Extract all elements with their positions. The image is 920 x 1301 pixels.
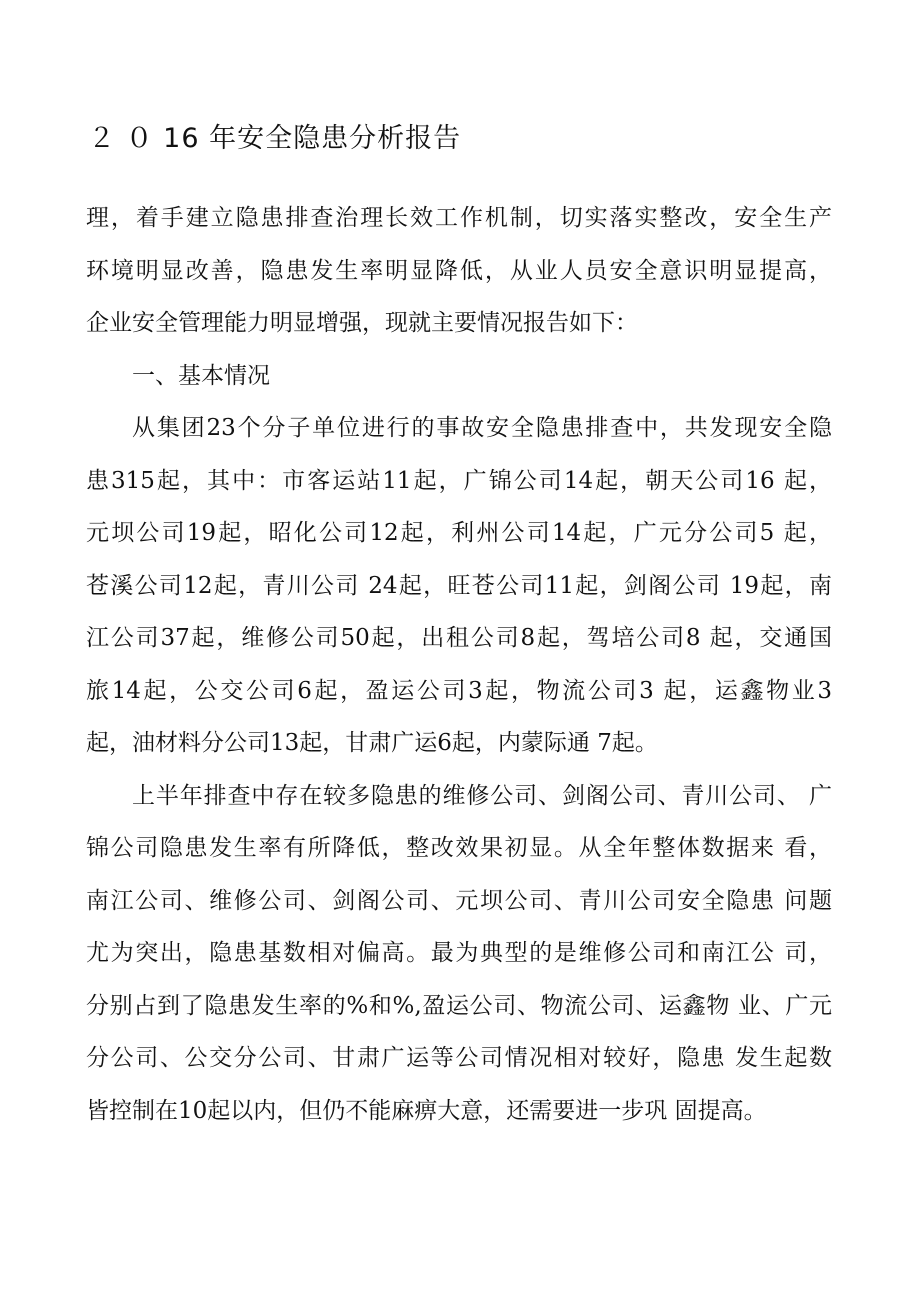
body-line: 从集团23个分子单位进行的事故安全隐患排查中，共发现安全隐 [132,415,832,441]
document-title: ２ ０ 16 年安全隐患分析报告 [88,123,462,154]
body-line: 锦公司隐患发生率有所降低，整改效果初显。从全年整体数据来 看， [86,835,832,861]
body-line: 江公司37起，维修公司50起，出租公司8起，驾培公司8 起，交通国 [86,625,832,651]
body-line: 旅14起，公交公司6起，盈运公司3起，物流公司3 起，运鑫物业3 [86,677,832,704]
body-line: 上半年排查中存在较多隐患的维修公司、剑阁公司、青川公司、 广 [132,782,832,809]
body-line: 皆控制在10起以内，但仍不能麻痹大意，还需要进一步巩 固提高。 [86,1097,767,1124]
body-line: 苍溪公司12起，青川公司 24起，旺苍公司11起，剑阁公司 19起，南 [86,572,832,599]
body-line: 元坝公司19起，昭化公司12起，利州公司14起，广元分公司5 起， [86,520,832,546]
body-line: 分公司、公交分公司、甘肃广运等公司情况相对较好，隐患 发生起数 [86,1045,832,1071]
body-line: 环境明显改善，隐患发生率明显降低，从业人员安全意识明显提高， [86,257,832,284]
body-line: 起，油材料分公司13起，甘肃广运6起，内蒙际通 7起。 [86,730,658,756]
body-line: 患315起，其中：市客运站11起，广锦公司14起，朝天公司16 起， [86,467,832,494]
body-line: 尤为突出，隐患基数相对偏高。最为典型的是维修公司和南江公 司， [86,940,832,966]
body-line: 理，着手建立隐患排查治理长效工作机制，切实落实整改，安全生产 [86,205,832,231]
document-body [86,192,832,1137]
body-line: 企业安全管理能力明显增强，现就主要情况报告如下： [86,310,638,336]
body-line: 分别占到了隐患发生率的%和%,盈运公司、物流公司、运鑫物 业、广元 [86,992,832,1019]
body-line: 南江公司、维修公司、剑阁公司、元坝公司、青川公司安全隐患 问题 [86,887,832,914]
section-heading: 一、基本情况 [132,362,270,389]
